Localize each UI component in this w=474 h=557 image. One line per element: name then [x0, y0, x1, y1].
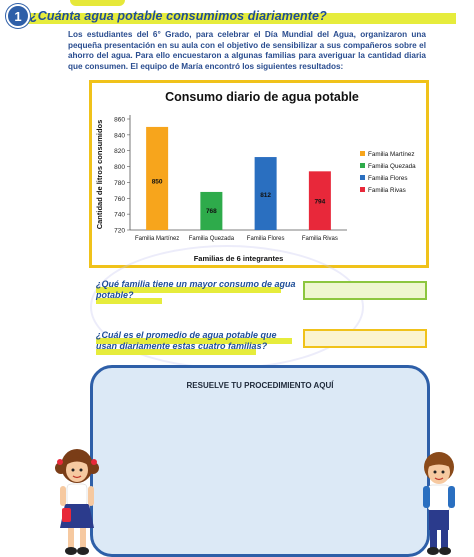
- x-tick-label: Familia Flores: [246, 236, 285, 242]
- legend-swatch: [360, 175, 365, 180]
- legend-swatch: [360, 151, 365, 156]
- data-label: 768: [205, 207, 217, 215]
- y-tick-label: 760: [114, 195, 125, 203]
- page-title: ¿Cuánta agua potable consumimos diariamente?: [30, 9, 327, 23]
- data-label: 850: [151, 178, 163, 186]
- data-label: 794: [314, 198, 326, 206]
- legend-entry: Familia Flores: [368, 175, 408, 182]
- title-bar: [26, 7, 456, 25]
- header-decoration: [70, 0, 125, 6]
- answer-2-input[interactable]: [303, 329, 427, 348]
- y-tick-label: 820: [114, 148, 125, 156]
- legend-swatch: [360, 187, 365, 192]
- answer-1-input[interactable]: [303, 281, 427, 300]
- y-tick-label: 840: [114, 132, 125, 140]
- legend-entry: Familia Rivas: [368, 187, 406, 194]
- girl-student-illustration: [52, 448, 102, 557]
- exercise-number-badge: 1: [6, 4, 30, 28]
- procedure-label: RESUELVE TU PROCEDIMIENTO AQUÍ: [186, 381, 334, 390]
- y-tick-label: 860: [114, 116, 125, 124]
- y-tick-label: 780: [114, 179, 125, 187]
- x-tick-label: Familia Quezada: [188, 236, 235, 242]
- legend-swatch: [360, 163, 365, 168]
- x-axis-label: Familias de 6 integrantes: [193, 254, 284, 263]
- legend-entry: Familia Quezada: [368, 163, 416, 170]
- legend-entry: Familia Martínez: [368, 151, 415, 158]
- x-tick-label: Familia Martínez: [134, 236, 180, 242]
- question-2: ¿Cuál es el promedio de agua potable que usan diariamente estas cuatro familias?: [96, 330, 277, 351]
- y-axis-label: Cantidad de litros consumidos: [95, 119, 104, 230]
- y-tick-label: 720: [114, 227, 125, 235]
- y-tick-label: 740: [114, 211, 125, 219]
- x-tick-label: Familia Rivas: [301, 236, 338, 242]
- procedure-area[interactable]: [90, 365, 430, 557]
- chart-frame: [89, 80, 429, 268]
- boy-student-illustration: [414, 450, 464, 557]
- question-1: ¿Qué familia tiene un mayor consumo de agua potable?: [96, 279, 296, 300]
- intro-paragraph: Los estudiantes del 6° Grado, para celebrar el Día Mundial del Agua, organizaron una pequeña presentación en su aula con el objetivo de sensibilizar a sus compañeros sobre el ahorro del agua. Para ello encuestaron a algunas familias para averiguar la cantidad diaria que consumen. El equipo de María encontró los siguientes resultados:: [68, 30, 426, 71]
- chart-title: Consumo diario de agua potable: [165, 90, 359, 104]
- y-tick-label: 800: [114, 164, 125, 172]
- data-label: 812: [260, 192, 272, 200]
- water-consumption-chart: [92, 83, 426, 265]
